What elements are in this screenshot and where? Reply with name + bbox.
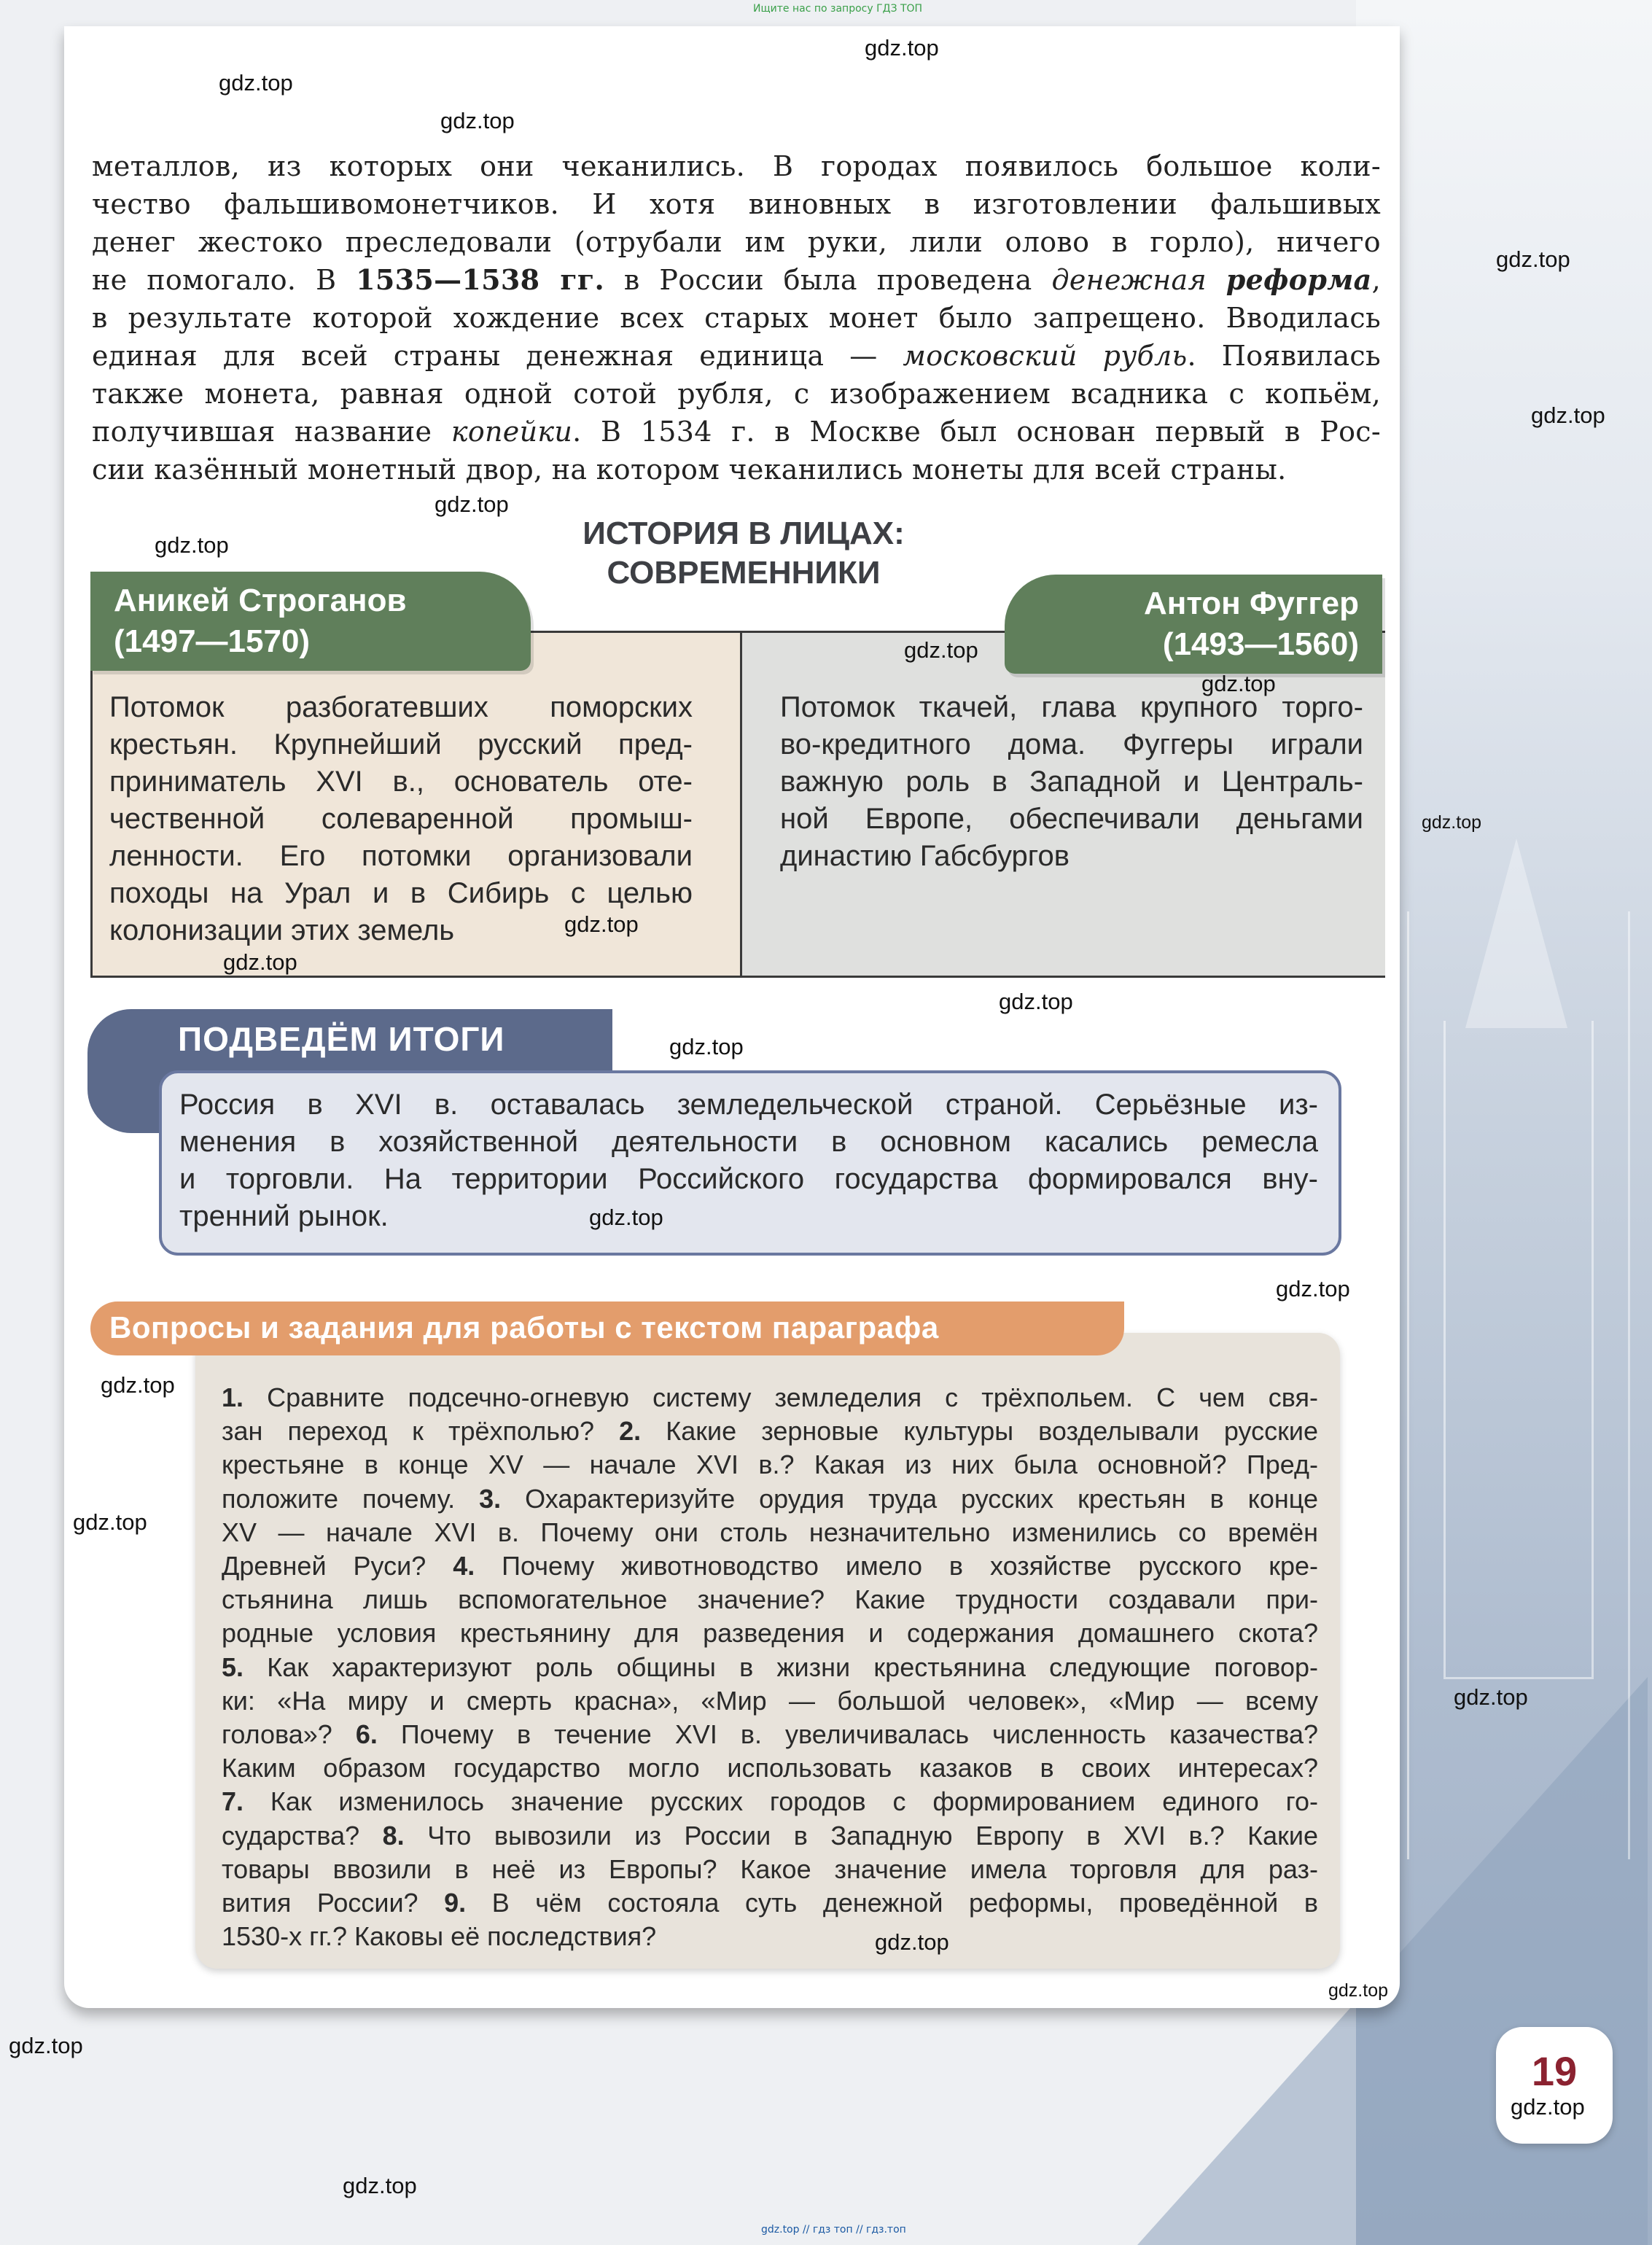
question-number: 3. [479,1483,502,1514]
text-line: не помогало. В 1535—1538 гг. в России была проведена денежная реформа, [92,263,1381,296]
watermark: gdz.top [9,2033,83,2058]
person-dates: (1497—1570) [114,623,311,659]
watermark: gdz.top [1422,812,1482,833]
term-highlight: московский рубль [903,340,1188,372]
background-sketch-building [1443,1021,1594,1679]
watermark: gdz.top [1531,402,1605,428]
text-line: в результате которой хождение всех старых монет было запрещено. Вводилась [92,302,1381,334]
watermark: gdz.top [1454,1684,1528,1710]
term-highlight: денежная [1051,264,1226,296]
text-line: 1. Сравните подсечно-огневую систему земледелия с трёхпольем. С чем свя- [222,1382,1318,1412]
person-tab-stroganov [90,572,531,671]
text-line: 7. Как изменилось значение русских городов с формированием единого го- [222,1786,1318,1817]
person-name: Аникей Строганов [114,583,407,618]
summary-text [179,1086,1318,1235]
watermark: gdz.top [999,989,1073,1014]
text-line: чество фальшивомонетчиков. И хотя виновных в изготовлении фальшивых [92,188,1381,220]
summary-title: ПОДВЕДЁМ ИТОГИ [178,1020,505,1058]
text-line: и торговли. На территории Российского государства формировался вну- [179,1163,1318,1195]
text-line: металлов, из которых они чеканились. В городах появилось большое коли- [92,150,1381,182]
person-name: Антон Фуггер [1143,585,1359,621]
main-paragraph [92,147,1381,489]
question-number: 1. [222,1382,244,1412]
watermark: gdz.top [73,1509,147,1535]
watermark: gdz.top [904,637,978,663]
questions-text [222,1381,1318,1953]
text-line: сии казённый монетный двор, на котором чеканились монеты для всей страны. [92,454,1287,486]
text-line: Древней Руси? 4. Почему животноводство имело в хозяйстве русского кре- [222,1551,1318,1581]
question-number: 5. [222,1651,244,1682]
text-line: товары ввозили в неё из Европы? Какое значение имела торговля для раз- [222,1853,1318,1884]
text-line: тренний рынок. [179,1200,389,1232]
text-line: Потомок разбогатевших поморских [109,691,693,723]
watermark: gdz.top [669,1034,744,1059]
text-line: положите почему. 3. Охарактеризуйте орудия труда русских крестьян в конце [222,1483,1318,1514]
text-line: также монета, равная одной сотой рубля, с изображением всадника с копьём, [92,378,1381,410]
person-description-fugger [780,689,1363,875]
text-line: ленности. Его потомки организовали [109,840,693,872]
text-line: важную роль в Западной и Централь- [780,766,1363,798]
text-line: 5. Как характеризуют роль общины в жизни крестьянина следующие поговор- [222,1651,1318,1682]
text-line: колонизации этих земель [109,914,455,946]
watermark: gdz.top [589,1205,663,1230]
text-line: вития России? 9. В чём состояла суть денежной реформы, проведённой в [222,1888,1318,1918]
text-line: XV — начале XVI в. Почему они столь незначительно изменились со времён [222,1517,1318,1547]
text-line: походы на Урал и в Сибирь с целью [109,877,693,909]
text-line: стьянина лишь вспомогательное значение? Какие трудности создавали при- [222,1584,1318,1615]
term-highlight: реформа [1226,263,1372,296]
watermark: gdz.top [223,949,297,975]
text-line: чественной солеваренной промыш- [109,803,693,835]
watermark: gdz.top [155,532,229,558]
watermark: gdz.top [1201,671,1276,696]
questions-title: Вопросы и задания для работы с текстом параграфа [109,1310,939,1345]
watermark: gdz.top [1511,2094,1585,2120]
question-number: 4. [453,1551,475,1581]
term-highlight: копейки [451,416,573,448]
watermark: gdz.top [1276,1276,1350,1302]
text-line: менения в хозяйственной деятельности в основном касались ремесла [179,1126,1318,1158]
watermark: gdz.top [1496,246,1570,272]
text-line: крестьян. Крупнейший русский пред- [109,728,693,760]
text-line: во-кредитного дома. Фуггеры играли [780,728,1363,760]
question-number: 9. [444,1888,467,1918]
watermark: gdz.top [564,911,639,937]
question-number: 6. [355,1719,378,1750]
text-line: ки: «На миру и смерть красна», «Мир — большой человек», «Мир — всему [222,1685,1318,1716]
person-description-stroganov [109,689,693,949]
question-number: 8. [382,1820,405,1851]
text-line: 1530-х гг.? Каковы её последствия? [222,1921,657,1952]
question-number: 7. [222,1786,244,1817]
text-line: династию Габсбургов [780,840,1069,872]
page-number: 19 [1531,2048,1578,2094]
footer-note: gdz.top // гдз топ // гдз.топ [761,2224,906,2236]
watermark: gdz.top [343,2173,417,2198]
text-line: единая для всей страны денежная единица — московский рубль. Появилась [92,340,1381,372]
text-line: голова»? 6. Почему в течение XVI в. увеличивалась численность казачества? [222,1719,1318,1750]
question-number: 2. [619,1416,642,1447]
history-section-title: ИСТОРИЯ В ЛИЦАХ: СОВРЕМЕННИКИ [583,515,905,591]
text-line: Каким образом государство могло использовать казаков в своих интересах? [222,1753,1318,1783]
text-line: родные условия крестьянину для разведения и содержания домашнего скота? [222,1618,1318,1649]
text-line: зан переход к трёхполью? 2. Какие зерновые культуры возделывали русские [222,1416,1318,1447]
header-note: Ищите нас по запросу ГДЗ ТОП [753,3,923,15]
person-tab-fugger [1005,575,1382,674]
text-line: Россия в XVI в. оставалась земледельческой страной. Серьёзные из- [179,1089,1318,1121]
watermark: gdz.top [1328,1980,1389,2001]
watermark: gdz.top [865,35,939,61]
text-line: Потомок ткачей, глава крупного торго- [780,691,1363,723]
text-line: приниматель XVI в., основатель оте- [109,766,693,798]
watermark: gdz.top [875,1929,949,1955]
watermark: gdz.top [219,70,293,96]
date-highlight: 1535—1538 гг. [356,263,605,296]
watermark: gdz.top [435,491,509,517]
watermark: gdz.top [101,1372,175,1398]
watermark: gdz.top [440,108,515,133]
text-line: сударства? 8. Что вывозили из России в Западную Европу в XVI в.? Какие [222,1820,1318,1851]
text-line: получившая название копейки. В 1534 г. в Москве был основан первый в Рос- [92,416,1381,448]
text-line: денег жестоко преследовали (отрубали им руки, лили олово в горло), ничего [92,226,1381,258]
person-dates: (1493—1560) [1162,626,1359,662]
text-line: ной Европе, обеспечивали деньгами [780,803,1363,835]
text-line: крестьяне в конце XV — начале XVI в.? Какая из них была основной? Пред- [222,1450,1318,1480]
